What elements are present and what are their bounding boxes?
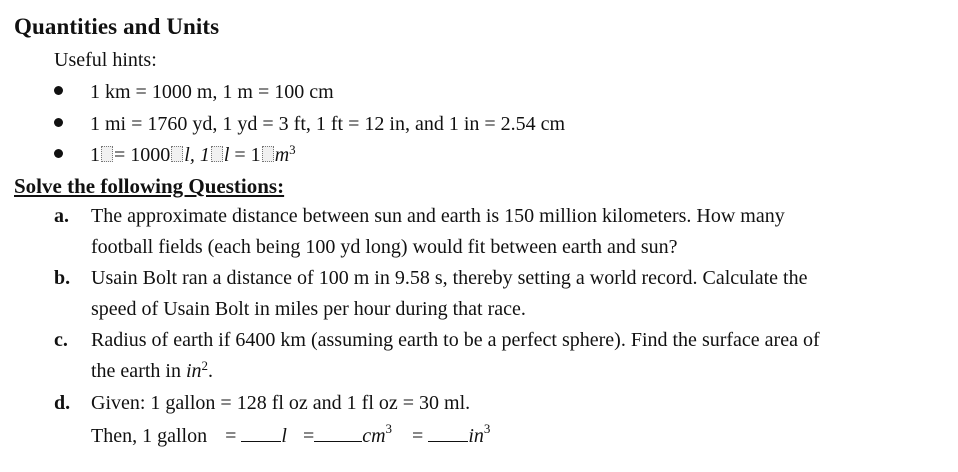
missing-glyph-icon [171,146,183,162]
question-c-exponent: 2 [201,358,209,373]
hints-label: Useful hints: [54,49,157,71]
answer-blank-in3[interactable] [428,423,468,442]
question-d [54,392,470,415]
question-b [54,267,807,290]
hint-text-1: 1 km = 1000 m, 1 m = 100 cm [90,81,334,103]
hint3-part-c: l, 1 [184,144,210,166]
hint-item-1 [54,81,334,104]
page-title: Quantities and Units [14,14,220,39]
question-c-unit: in [185,360,202,382]
question-c-period: . [208,360,214,382]
question-label-d: d. [54,392,71,414]
unit-cm: cm [362,425,386,447]
hint3-part-a: 1 [90,144,100,166]
bullet-icon [54,86,63,95]
question-d-line2-start: Then, 1 gallon [91,425,208,447]
missing-glyph-icon [101,146,113,162]
question-c [54,329,820,352]
hint-item-2 [54,113,565,136]
unit-in-exponent: 3 [483,421,491,436]
unit-cm-exponent: 3 [385,421,393,436]
equals-sign-3: = [412,425,424,447]
question-b-line1: Usain Bolt ran a distance of 100 m in 9.58 s, thereby setting a world record. Calculate the [91,267,808,289]
hint3-exponent: 3 [289,142,296,157]
hint3-part-b: = 1000 [114,144,171,166]
section-heading: Solve the following Questions: [14,174,285,198]
question-a-line1: The approximate distance between sun and earth is 150 million kilometers. How many [91,205,785,227]
bullet-icon [54,118,63,127]
question-c-line2-text: the earth in [91,360,186,382]
missing-glyph-icon [211,146,223,162]
question-a-line2: football fields (each being 100 yd long) would fit between earth and sun? [91,236,678,258]
hint-item-3 [54,144,296,167]
question-d-line1: Given: 1 gallon = 128 fl oz and 1 fl oz = 30 ml. [91,392,471,414]
question-label-c: c. [54,329,68,351]
question-label-a: a. [54,205,69,227]
equals-sign-1: = [225,425,237,447]
question-c-line2 [91,360,213,383]
question-d-line2 [91,423,490,448]
question-a [54,205,785,228]
hint-text-2: 1 mi = 1760 yd, 1 yd = 3 ft, 1 ft = 12 in, and 1 in = 2.54 cm [90,113,566,135]
missing-glyph-icon [262,146,274,162]
bullet-icon [54,149,63,158]
answer-blank-cm3[interactable] [314,423,362,442]
question-b-line2: speed of Usain Bolt in miles per hour during that race. [91,298,526,320]
hint3-part-d: l [223,144,230,166]
question-label-b: b. [54,267,71,289]
hint3-part-f: m [274,144,290,166]
equals-sign-2: = [302,425,315,447]
answer-blank-liters[interactable] [241,423,281,442]
question-c-line1: Radius of earth if 6400 km (assuming earth to be a perfect sphere). Find the surface area of [91,329,820,351]
unit-in: in [468,425,484,447]
unit-liter: l [281,425,287,447]
hint3-part-e: = 1 [234,144,261,166]
